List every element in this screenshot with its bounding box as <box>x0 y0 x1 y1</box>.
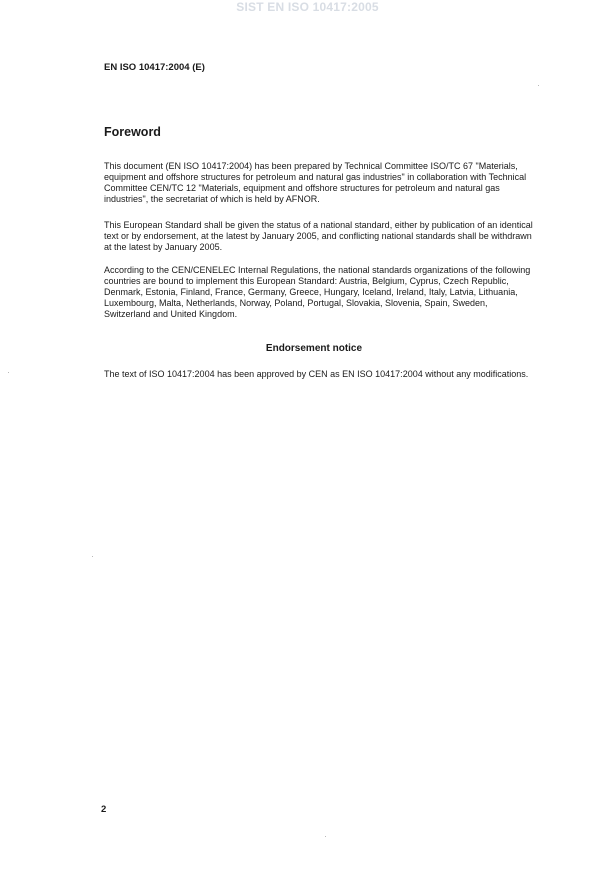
page-number: 2 <box>101 804 107 815</box>
scan-speck <box>538 85 539 86</box>
endorsement-notice-text: The text of ISO 10417:2004 has been approved by CEN as EN ISO 10417:2004 without any modifications. <box>104 369 529 379</box>
endorsement-notice-paragraph <box>104 369 534 380</box>
foreword-paragraph-text: This European Standard shall be given the status of a national standard, either by publication of an identical text or by endorsement, at the latest by January 2005, and conflicting national standards shall be withdrawn at the latest by January 2005. <box>104 220 533 252</box>
foreword-paragraph-text: According to the CEN/CENELEC Internal Regulations, the national standards organizations of the following countries are bound to implement this European Standard: Austria, Belgium, Cyprus, Czech Republic, Denmark, Estonia, Finland, France, Germany, Greece, Hungary, Iceland, Ireland, Italy, Latvia, Lithuania, Luxembourg, Malta, Netherlands, Norway, Poland, Portugal, Slovakia, Slovenia, Spain, Sweden, Switzerland and United Kingdom. <box>104 265 531 319</box>
scan-speck <box>92 556 93 557</box>
document-id-header: EN ISO 10417:2004 (E) <box>104 62 205 73</box>
foreword-title: Foreword <box>104 125 161 139</box>
foreword-paragraph-3 <box>104 265 534 320</box>
scan-speck <box>325 836 326 837</box>
foreword-paragraph-1 <box>104 161 534 205</box>
foreword-paragraph-text: This document (EN ISO 10417:2004) has been prepared by Technical Committee ISO/TC 67 "Materials, equipment and offshore structures for petroleum and natural gas industries" in collaboration with Technical Committee CEN/TC 12 "Materials, equipment and offshore structures for petroleum and natural gas industries", the secretariat of which is held by AFNOR. <box>104 161 527 204</box>
watermark: SIST EN ISO 10417:2005 <box>236 0 379 14</box>
scan-speck <box>8 372 9 373</box>
foreword-paragraph-2 <box>104 220 534 253</box>
endorsement-notice-title: Endorsement notice <box>265 343 363 354</box>
